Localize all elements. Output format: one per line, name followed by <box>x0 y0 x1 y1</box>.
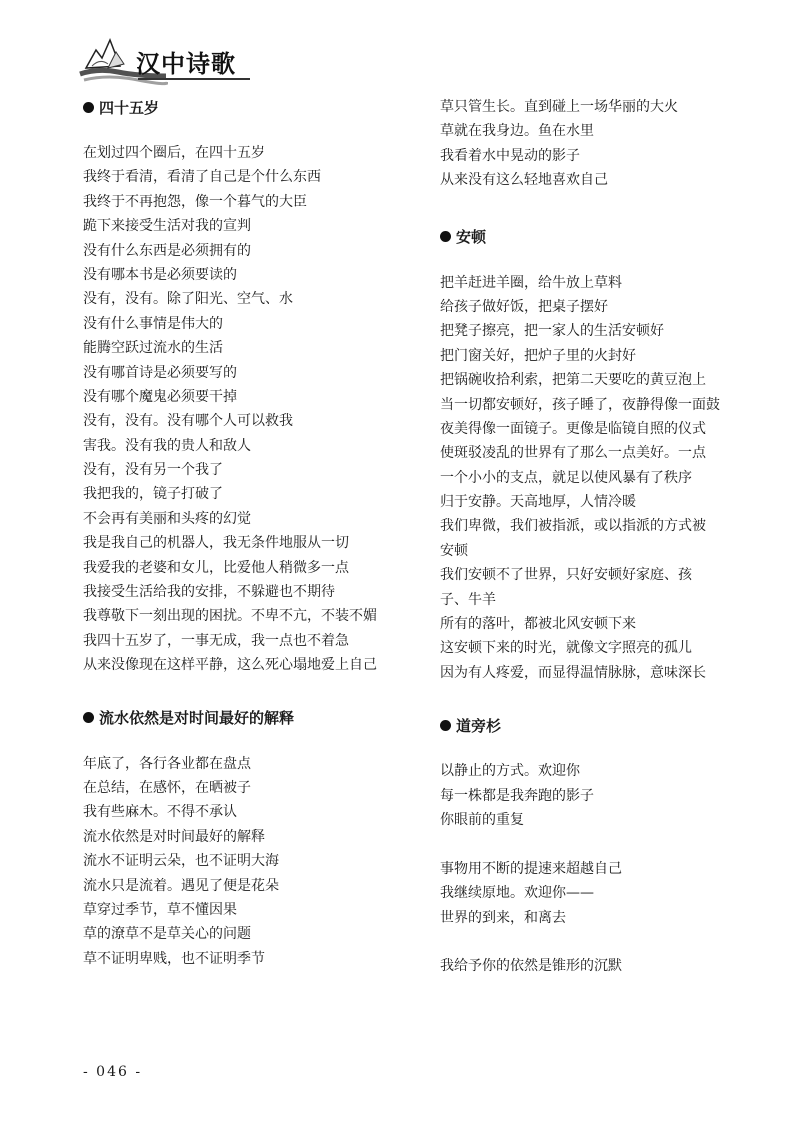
poem-line: 我爱我的老婆和女儿，比爱他人稍微多一点 <box>83 559 349 576</box>
poem-title-text: 安顿 <box>456 228 487 247</box>
poem-forty-five <box>83 95 413 678</box>
poem-title <box>440 225 730 249</box>
poem-line: 事物用不断的提速来超越自己 <box>440 860 622 877</box>
poem-line: 在划过四个圈后，在四十五岁 <box>83 145 265 161</box>
poem-line: 夜美得像一面镜子。更像是临镜自照的仪式 <box>440 420 706 437</box>
poem-line: 跪下来接受生活对我的宣判 <box>83 218 251 235</box>
poem-lines <box>440 271 730 686</box>
poem-title-text: 四十五岁 <box>99 98 160 117</box>
poem-line: 没有哪个魔鬼必须要干掉 <box>83 388 237 405</box>
poem-line: 子、牛羊 <box>440 591 496 608</box>
poem-line: 草的潦草不是草关心的问题 <box>83 926 251 943</box>
poem-line: 我终于看清，看清了自己是个什么东西 <box>83 169 321 186</box>
bullet-icon <box>83 102 94 113</box>
poem-line: 把凳子擦亮，把一家人的生活安顿好 <box>440 323 664 340</box>
poem-settle <box>440 225 730 686</box>
poem-lines <box>440 759 730 979</box>
poem-line: 每一株都是我奔跑的影子 <box>440 787 594 804</box>
poem-line <box>440 930 730 954</box>
poem-line: 我四十五岁了，一事无成，我一点也不着急 <box>83 632 349 649</box>
poem-line: 没有，没有。除了阳光、空气、水 <box>83 291 293 308</box>
poem-line: 这安顿下来的时光，就像文字照亮的孤儿 <box>440 640 692 657</box>
journal-brand: 汉中诗歌 <box>136 50 236 78</box>
poem-line: 归于安静。天高地厚，人情冷暖 <box>440 494 636 511</box>
poem-line <box>440 832 730 856</box>
poem-line: 草穿过季节，草不懂因果 <box>83 901 237 918</box>
poem-line: 从来没像现在这样平静，这么死心塌地爱上自己 <box>83 657 377 674</box>
poem-line: 从来没有这么轻地喜欢自己 <box>440 172 608 189</box>
poem-line: 没有哪首诗是必须要写的 <box>83 364 237 381</box>
poem-lines <box>440 95 730 193</box>
poem-line: 害我。没有我的贵人和敌人 <box>83 437 251 454</box>
poem-line: 流水不证明云朵，也不证明大海 <box>83 853 279 870</box>
header-divider <box>138 78 250 80</box>
poem-line: 你眼前的重复 <box>440 811 524 828</box>
poem-line: 世界的到来，和离去 <box>440 909 566 926</box>
poem-line: 因为有人疼爱，而显得温情脉脉，意味深长 <box>440 664 706 681</box>
poem-line: 在总结，在感怀，在晒被子 <box>83 779 251 796</box>
poem-line: 没有，没有另一个我了 <box>83 462 223 479</box>
poem-line: 我们安顿不了世界，只好安顿好家庭、孩 <box>440 567 692 584</box>
poem-lines <box>83 141 413 678</box>
poem-line: 流水依然是对时间最好的解释 <box>83 828 265 845</box>
poem-line: 年底了，各行各业都在盘点 <box>83 755 251 772</box>
poem-line: 能腾空跃过流水的生活 <box>83 340 223 357</box>
poem-line: 我把我的，镜子打破了 <box>83 486 223 503</box>
poem-flowing-water <box>83 706 413 972</box>
bullet-icon <box>440 231 451 242</box>
left-column <box>83 95 413 999</box>
poem-line: 我们卑微，我们被指派，或以指派的方式被 <box>440 518 706 535</box>
poem-continuation <box>440 95 730 193</box>
poem-line: 我尊敬下一刻出现的困扰。不卑不亢，不装不媚 <box>83 608 377 625</box>
poem-line: 没有什么东西是必须拥有的 <box>83 242 251 259</box>
poem-line: 一个小小的支点，就足以使风暴有了秩序 <box>440 469 692 486</box>
poem-line: 我是我自己的机器人，我无条件地服从一切 <box>83 535 349 552</box>
poem-line: 给孩子做好饭，把桌子摆好 <box>440 298 608 315</box>
poem-line: 当一切都安顿好，孩子睡了，夜静得像一面鼓 <box>440 396 720 413</box>
poem-line: 没有，没有。没有哪个人可以救我 <box>83 413 293 430</box>
poem-line: 使斑驳凌乱的世界有了那么一点美好。一点 <box>440 445 706 462</box>
poem-line: 以静止的方式。欢迎你 <box>440 763 580 780</box>
poem-line: 我看着水中晃动的影子 <box>440 147 580 164</box>
poem-line: 没有什么事情是伟大的 <box>83 315 223 332</box>
poem-roadside-fir <box>440 713 730 979</box>
journal-header <box>78 28 250 88</box>
poem-line: 把羊赶进羊圈，给牛放上草料 <box>440 274 622 291</box>
poem-line: 把锅碗收拾利索，把第二天要吃的黄豆泡上 <box>440 372 706 389</box>
poem-line: 草就在我身边。鱼在水里 <box>440 123 594 140</box>
right-column <box>440 95 730 1007</box>
poem-line: 流水只是流着。遇见了便是花朵 <box>83 877 279 894</box>
poem-title <box>83 706 413 730</box>
poem-lines <box>83 752 413 972</box>
poem-line: 草不证明卑贱，也不证明季节 <box>83 950 265 967</box>
page-number: - 046 - <box>83 1064 143 1080</box>
poem-line: 我继续原地。欢迎你—— <box>440 885 594 902</box>
poem-line: 没有哪本书是必须要读的 <box>83 266 237 283</box>
poem-title-text: 流水依然是对时间最好的解释 <box>99 709 295 728</box>
poem-line: 草只管生长。直到碰上一场华丽的大火 <box>440 99 678 115</box>
poem-line: 不会再有美丽和头疼的幻觉 <box>83 510 251 527</box>
bullet-icon <box>440 720 451 731</box>
poem-line: 安顿 <box>440 542 468 559</box>
poem-line: 我给予你的依然是锥形的沉默 <box>440 958 622 975</box>
poem-title <box>440 713 730 737</box>
poem-line: 我接受生活给我的安排，不躲避也不期待 <box>83 584 335 601</box>
poem-line: 把门窗关好，把炉子里的火封好 <box>440 347 636 364</box>
bullet-icon <box>83 712 94 723</box>
poem-line: 我有些麻木。不得不承认 <box>83 804 237 821</box>
poem-title-text: 道旁杉 <box>456 716 502 735</box>
poem-title <box>83 95 413 119</box>
poem-line: 所有的落叶，都被北风安顿下来 <box>440 616 636 633</box>
poem-line: 我终于不再抱怨，像一个暮气的大臣 <box>83 193 307 210</box>
